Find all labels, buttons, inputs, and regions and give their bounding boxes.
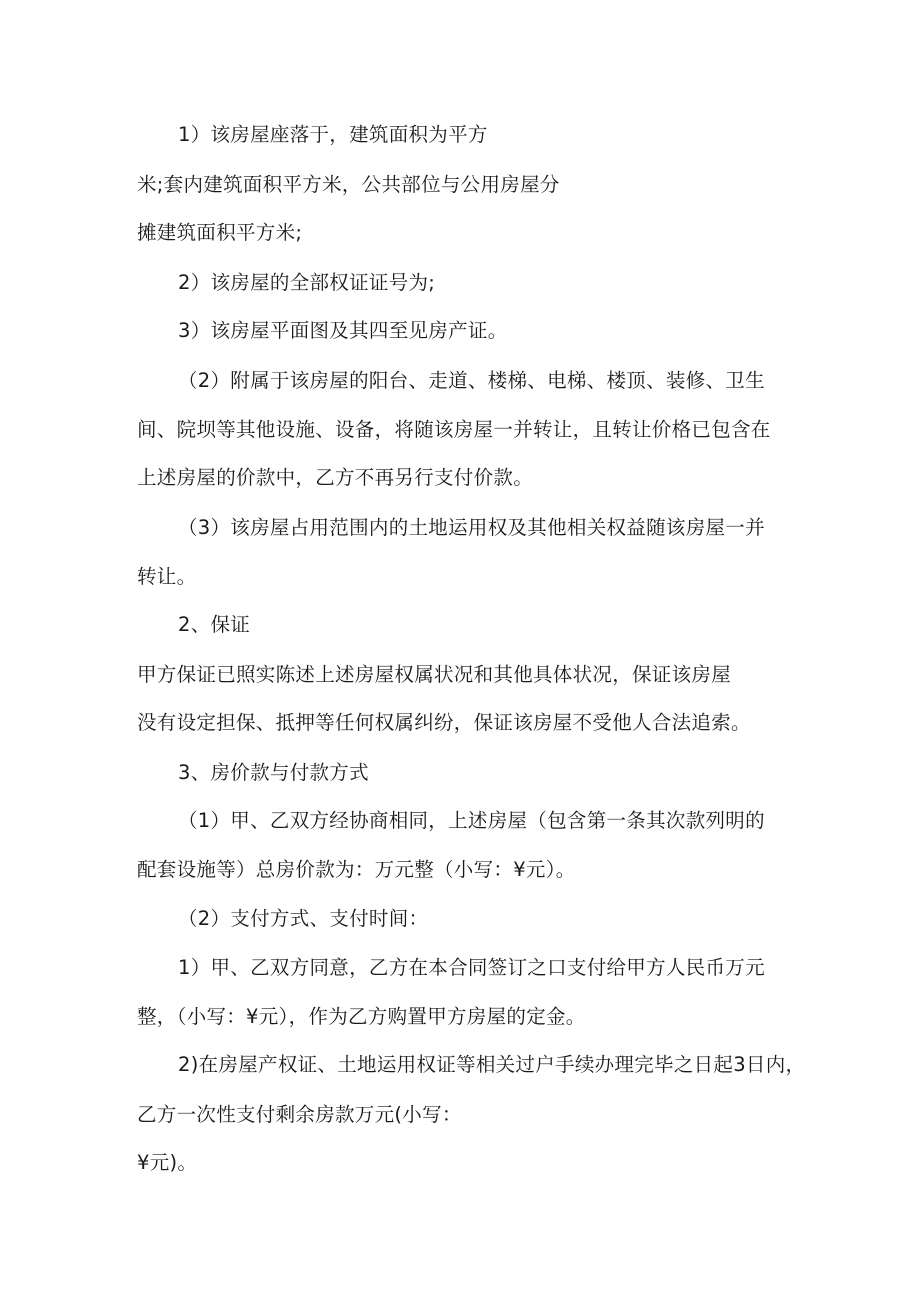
text-line: 1）甲、乙双方同意，乙方在本合同签订之口支付给甲方人民币万元 <box>178 956 765 979</box>
text-line: 转让。 <box>137 565 197 588</box>
text-line: 整，（小写：¥元），作为乙方购置甲方房屋的定金。 <box>137 1005 586 1028</box>
text-line: 配套设施等）总房价款为：万元整（小写：¥元）。 <box>137 858 576 881</box>
text-line: （3）该房屋占用范围内的土地运用权及其他相关权益随该房屋一并 <box>178 516 765 539</box>
text-line: 上述房屋的价款中，乙方不再另行支付价款。 <box>137 466 534 489</box>
text-line: 2）该房屋的全部权证证号为; <box>178 271 436 294</box>
text-line: 没有设定担保、抵押等任何权属纠纷，保证该房屋不受他人合法追索。 <box>137 711 751 734</box>
text-line: 甲方保证已照实陈述上述房屋权属状况和其他具体状况，保证该房屋 <box>137 663 732 686</box>
text-line: 米;套内建筑面积平方米，公共部位与公用房屋分 <box>137 173 560 196</box>
text-line: 2)在房屋产权证、土地运用权证等相关过户手续办理完毕之日起3日内， <box>178 1053 806 1076</box>
text-line: 3）该房屋平面图及其四至见房产证。 <box>178 319 508 342</box>
text-line: 乙方一次性支付剩余房款万元(小写： <box>137 1103 462 1126</box>
section-heading: 3、房价款与付款方式 <box>178 761 369 784</box>
text-line: 间、院坝等其他设施、设备，将随该房屋一并转让，且转让价格已包含在 <box>137 418 771 441</box>
text-line: ¥元)。 <box>137 1151 198 1174</box>
text-line: （2）附属于该房屋的阳台、走道、楼梯、电梯、楼顶、装修、卫生 <box>178 369 765 392</box>
text-line: 摊建筑面积平方米; <box>137 221 303 244</box>
text-line: 1）该房屋座落于，建筑面积为平方 <box>178 123 488 146</box>
text-line: （1）甲、乙双方经协商相同，上述房屋（包含第一条其次款列明的 <box>178 809 765 832</box>
text-line: （2）支付方式、支付时间： <box>178 907 429 930</box>
section-heading: 2、保证 <box>178 613 251 636</box>
